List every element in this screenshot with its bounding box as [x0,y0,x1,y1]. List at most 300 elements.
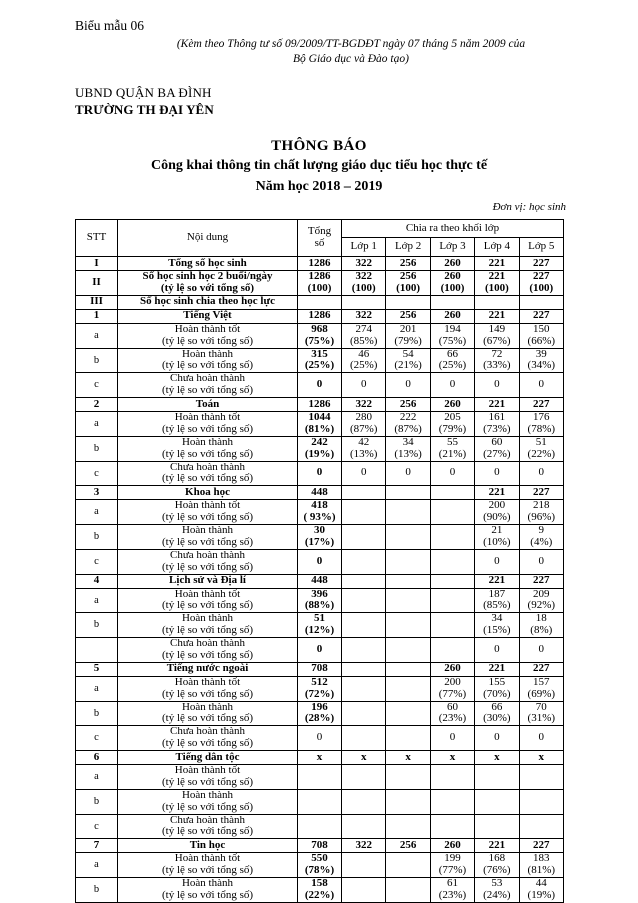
cell-lop-3 [430,814,474,839]
cell-lop-4 [475,309,519,323]
cell-lop-4-value: 187 [488,587,506,600]
noi-dung-sublabel: (tỷ lệ so với tổng số) [161,825,254,838]
cell-lop-3-value: 0 [449,731,456,744]
cell-lop-2 [386,588,430,613]
cell-lop-5-value: 0 [538,642,545,655]
noi-dung-sublabel: (tỷ lệ so với tổng số) [161,864,254,877]
cell-tong-so [298,309,342,323]
cell-lop-4 [475,613,519,638]
cell-lop-4 [475,676,519,701]
cell-lop-3-value: 260 [444,838,461,851]
cell-stt: c [76,726,118,751]
cell-tong-so-value: 550 [311,852,328,865]
cell-lop-3-percent: (77%) [438,687,467,700]
cell-tong-so-value: 0 [316,731,323,744]
cell-lop-2-value: 54 [402,347,414,360]
cell-lop-2-value: 256 [399,256,417,269]
noi-dung-sublabel: (tỷ lệ so với tổng số) [161,599,254,612]
page-title: THÔNG BÁO [271,138,367,154]
cell-lop-4-percent: (73%) [483,422,511,435]
noi-dung-sublabel: (tỷ lệ so với tổng số) [161,624,254,637]
cell-lop-4-value: 34 [491,612,503,625]
table-row [76,525,564,550]
cell-lop-4 [475,726,519,751]
cell-lop-5-percent: (4%) [530,535,553,548]
table-row [76,348,564,373]
cell-lop-2-percent: (100) [396,281,420,294]
cell-tong-so-value: 0 [316,642,323,655]
cell-lop-4 [475,436,519,461]
cell-lop-4-value: 53 [491,877,503,889]
cell-lop-2-percent: (13%) [394,447,422,460]
cell-lop-4-percent: (27%) [483,447,511,460]
page-subtitle: Công khai thông tin chất lượng giáo dục tiểu học thực tế [150,158,488,174]
cell-lop-2-percent: (21%) [394,359,422,372]
cell-lop-1 [342,662,386,676]
cell-lop-2 [386,398,430,412]
cell-lop-1 [342,257,386,271]
cell-lop-5-value: 9 [538,524,545,536]
table-row [76,295,564,309]
circular-line-1: (Kèm theo Thông tư số 09/2009/TT-BGDĐT ngày 07 tháng 5 năm 2009 của [176,37,526,50]
cell-tong-so-percent: (17%) [304,535,335,548]
noi-dung-sublabel: (tỷ lệ so với tổng số) [161,712,254,725]
cell-lop-3 [430,549,474,574]
cell-lop-1 [342,814,386,839]
cell-lop-1 [342,789,386,814]
cell-lop-3 [430,373,474,398]
cell-lop-4 [475,878,519,903]
cell-lop-2-value: 0 [405,466,411,479]
cell-lop-2 [386,853,430,878]
noi-dung-sublabel: (tỷ lệ so với tổng số) [161,775,254,788]
cell-stt: 1 [76,309,118,323]
cell-lop-1 [342,839,386,853]
table-row [76,765,564,790]
cell-noi-dung [118,309,298,323]
noi-dung-sublabel: (tỷ lệ so với tổng số) [161,800,254,813]
cell-tong-so [298,549,342,574]
noi-dung-label: Hoàn thành [181,700,233,713]
cell-stt: c [76,373,118,398]
cell-lop-4 [475,295,519,309]
cell-stt: c [76,549,118,574]
cell-tong-so-value: 0 [316,554,323,567]
table-row [76,839,564,853]
cell-lop-5-value: x [538,750,545,763]
cell-tong-so [298,814,342,839]
cell-lop-5 [519,398,563,412]
cell-tong-so-percent: (88%) [304,599,335,612]
cell-tong-so-percent: (22%) [304,888,335,901]
cell-lop-5 [519,751,563,765]
column-header-stt: STT [76,220,118,257]
cell-tong-so-value: 448 [311,485,328,498]
cell-noi-dung [118,500,298,525]
cell-lop-2 [386,751,430,765]
table-row [76,814,564,839]
cell-lop-1 [342,574,386,588]
cell-noi-dung [118,588,298,613]
cell-lop-1 [342,588,386,613]
cell-lop-4-value: 72 [491,347,503,360]
cell-lop-2 [386,613,430,638]
cell-lop-4-value: 221 [488,662,506,675]
cell-lop-4-value: 161 [488,411,506,423]
cell-noi-dung [118,461,298,486]
cell-stt: a [76,500,118,525]
noi-dung-label: Hoàn thành tốt [174,587,241,600]
noi-dung-label: Toán [195,397,220,410]
cell-lop-1 [342,486,386,500]
cell-lop-2 [386,789,430,814]
table-row [76,638,564,663]
cell-lop-3 [430,257,474,271]
cell-lop-3 [430,574,474,588]
cell-lop-2 [386,309,430,323]
cell-lop-3-value: 200 [444,675,461,688]
cell-lop-5-percent: (19%) [527,888,556,901]
cell-lop-3 [430,765,474,790]
cell-lop-5-value: 227 [533,309,550,322]
cell-lop-3-value: 0 [449,378,456,391]
cell-tong-so [298,500,342,525]
table-row [76,662,564,676]
cell-stt: I [76,257,118,271]
noi-dung-sublabel: (tỷ lệ so với tổng số) [161,888,254,901]
cell-lop-1 [342,500,386,525]
cell-lop-2-value: x [405,750,411,763]
cell-stt: b [76,613,118,638]
cell-lop-1 [342,878,386,903]
cell-lop-5-percent: (8%) [530,624,553,637]
cell-lop-5-value: 227 [533,270,550,282]
cell-tong-so-percent: (28%) [304,712,335,725]
cell-lop-2 [386,461,430,486]
cell-lop-5 [519,574,563,588]
cell-tong-so-value: 396 [311,587,328,600]
cell-lop-5-value: 183 [533,852,550,865]
noi-dung-sublabel: (tỷ lệ so với tổng số) [161,384,254,397]
noi-dung-label: Chưa hoàn thành [169,372,245,385]
cell-lop-5-value: 209 [533,587,550,600]
cell-lop-4-value: 60 [491,435,503,448]
cell-lop-3-value: 55 [446,435,458,448]
cell-lop-3 [430,613,474,638]
cell-tong-so-percent: (81%) [304,422,335,435]
noi-dung-label: Chưa hoàn thành [169,725,245,738]
cell-lop-5-value: 44 [535,877,547,889]
cell-tong-so-percent: (19%) [304,447,335,460]
cell-lop-5-value: 51 [535,435,547,448]
cell-lop-2 [386,525,430,550]
cell-lop-3-percent: (75%) [438,334,467,347]
cell-tong-so [298,726,342,751]
cell-lop-4-value: 0 [494,378,500,391]
cell-stt: a [76,588,118,613]
cell-tong-so [298,701,342,726]
table-row [76,323,564,348]
cell-stt: b [76,436,118,461]
cell-lop-5-percent: (66%) [527,334,556,347]
cell-lop-5 [519,814,563,839]
cell-tong-so-percent: (78%) [304,864,335,877]
cell-lop-4 [475,486,519,500]
noi-dung-label: Chưa hoàn thành [169,460,245,473]
cell-lop-1-value: 42 [358,435,370,448]
noi-dung-label: Lịch sử và Địa lí [169,574,246,587]
cell-lop-4-value: 21 [491,524,503,536]
noi-dung-label: Chưa hoàn thành [169,637,245,649]
noi-dung-sublabel: (tỷ lệ so với tổng số) [161,648,254,661]
cell-lop-2 [386,412,430,437]
cell-lop-2 [386,486,430,500]
noi-dung-label: Tiếng nước ngoài [166,662,249,675]
table-row [76,751,564,765]
cell-tong-so [298,373,342,398]
noi-dung-sublabel: (tỷ lệ so với tổng số) [161,535,254,548]
cell-lop-5-percent: (81%) [527,864,556,877]
cell-lop-3 [430,701,474,726]
cell-lop-5-value: 227 [533,838,550,851]
cell-lop-1-value: 322 [355,270,372,282]
cell-lop-4 [475,525,519,550]
cell-lop-1-value: 46 [358,347,370,360]
cell-lop-5 [519,461,563,486]
table-row [76,613,564,638]
noi-dung-label: Khoa học [185,485,230,498]
cell-lop-3-percent: (77%) [438,864,467,877]
noi-dung-label: Hoàn thành tốt [174,411,241,423]
cell-lop-3-value: 205 [444,411,461,423]
cell-lop-3-percent: (23%) [438,888,467,901]
cell-lop-3-value: 260 [444,309,461,322]
cell-lop-4-percent: (67%) [483,334,511,347]
cell-tong-so-value: 1044 [308,411,331,423]
cell-lop-3-value: 0 [449,466,456,479]
cell-lop-1 [342,271,386,296]
table-header [76,220,564,257]
cell-lop-2 [386,271,430,296]
cell-lop-3-value: 260 [444,256,461,269]
cell-lop-4-percent: (90%) [483,511,511,524]
cell-lop-3-value: 194 [444,322,461,335]
cell-tong-so [298,398,342,412]
cell-lop-4 [475,500,519,525]
cell-stt: 2 [76,398,118,412]
cell-lop-5 [519,271,563,296]
cell-stt: a [76,676,118,701]
cell-tong-so-value: 418 [311,499,328,512]
cell-lop-3 [430,348,474,373]
table-row [76,701,564,726]
cell-stt: b [76,525,118,550]
cell-lop-1-value: 322 [355,397,372,410]
cell-noi-dung [118,726,298,751]
cell-tong-so [298,461,342,486]
noi-dung-sublabel: (tỷ lệ so với tổng số) [161,560,254,573]
noi-dung-sublabel: (tỷ lệ so với tổng số) [161,359,254,372]
cell-lop-1 [342,726,386,751]
noi-dung-label: Số học sinh học 2 buổi/ngày [142,270,273,282]
noi-dung-sublabel: (tỷ lệ so với tổng số) [161,422,254,435]
cell-lop-4 [475,588,519,613]
organization-parent: UBND QUẬN BA ĐÌNH [75,84,212,100]
cell-lop-5-value: 70 [535,700,547,713]
cell-tong-so-value: 196 [311,700,328,713]
cell-lop-2 [386,574,430,588]
cell-lop-3-percent: (23%) [438,712,467,725]
cell-noi-dung [118,549,298,574]
quality-report-table [75,219,564,903]
cell-lop-5-percent: (92%) [527,599,556,612]
table-row [76,373,564,398]
cell-lop-4 [475,638,519,663]
cell-tong-so-value: 242 [311,435,328,448]
noi-dung-label: Hoàn thành tốt [174,322,241,335]
column-header-noi-dung: Nội dung [118,220,298,257]
cell-lop-4-value: 149 [488,322,506,335]
cell-lop-5-value: 227 [533,574,550,587]
column-header-tong-so [298,220,342,257]
cell-lop-3-value: 60 [446,700,458,713]
tong-so-line-1: Tổng [307,225,332,238]
cell-lop-4 [475,574,519,588]
cell-lop-1 [342,398,386,412]
noi-dung-sublabel: (tỷ lệ so với tổng số) [161,447,254,460]
cell-lop-4-value: 221 [488,397,506,410]
cell-lop-4-value: 221 [488,256,506,269]
cell-lop-2-value: 256 [399,309,417,322]
table-body [76,257,564,903]
cell-lop-5-value: 18 [535,612,547,625]
noi-dung-label: Tổng số học sinh [168,256,247,269]
cell-tong-so-value: 448 [311,574,328,587]
cell-lop-3 [430,461,474,486]
cell-tong-so [298,878,342,903]
noi-dung-label: Chưa hoàn thành [169,813,245,826]
column-header-lop-2: Lớp 2 [386,238,430,257]
cell-lop-4 [475,461,519,486]
cell-lop-1-percent: (13%) [349,447,378,460]
cell-tong-so-value: 708 [311,838,328,851]
cell-lop-4 [475,323,519,348]
cell-lop-1 [342,295,386,309]
cell-tong-so [298,271,342,296]
cell-tong-so [298,348,342,373]
cell-noi-dung [118,295,298,309]
cell-lop-1 [342,373,386,398]
cell-noi-dung [118,701,298,726]
cell-lop-4 [475,398,519,412]
cell-lop-1 [342,638,386,663]
cell-lop-4-percent: (15%) [483,624,511,637]
cell-lop-1-value: 0 [360,466,367,479]
cell-lop-5-value: 39 [535,347,547,360]
cell-lop-1-value: 322 [355,309,372,322]
cell-lop-1 [342,525,386,550]
table-header-row-1 [76,220,564,238]
cell-lop-4-value: 0 [494,731,500,744]
table-row [76,789,564,814]
cell-tong-so-percent: (100) [307,281,332,294]
unit-note: Đơn vị: học sinh [492,201,566,213]
organization-school: TRƯỜNG TH ĐẠI YÊN [75,101,214,117]
form-code: Biểu mẫu 06 [75,18,144,33]
cell-lop-5-percent: (22%) [527,447,556,460]
cell-noi-dung [118,323,298,348]
noi-dung-label: Hoàn thành [181,877,233,889]
cell-noi-dung [118,751,298,765]
table-row [76,853,564,878]
column-header-lop-3: Lớp 3 [430,238,474,257]
column-header-lop-5: Lớp 5 [519,238,563,257]
cell-lop-5 [519,613,563,638]
cell-lop-5-value: 227 [533,662,550,675]
cell-lop-2-value: 201 [399,322,417,335]
cell-lop-5-value: 227 [533,397,550,410]
cell-lop-1-value: 280 [355,411,372,423]
cell-lop-3 [430,323,474,348]
cell-stt: a [76,853,118,878]
table-row [76,486,564,500]
cell-tong-so [298,323,342,348]
cell-tong-so-value: 30 [314,524,325,536]
cell-lop-3 [430,662,474,676]
cell-tong-so-value: 708 [311,662,328,675]
cell-lop-3 [430,878,474,903]
cell-lop-3 [430,839,474,853]
cell-stt: a [76,323,118,348]
cell-tong-so-percent: (12%) [304,624,335,637]
cell-lop-5-percent: (31%) [527,712,556,725]
cell-lop-3 [430,525,474,550]
cell-lop-2 [386,500,430,525]
cell-lop-5-value: 227 [533,256,550,269]
cell-lop-5 [519,549,563,574]
cell-noi-dung [118,574,298,588]
cell-lop-4 [475,348,519,373]
cell-lop-1 [342,348,386,373]
cell-lop-5 [519,638,563,663]
noi-dung-label: Hoàn thành tốt [174,675,241,688]
cell-stt: b [76,348,118,373]
cell-lop-5 [519,878,563,903]
cell-stt: c [76,461,118,486]
cell-lop-4 [475,789,519,814]
cell-lop-2-value: 222 [399,411,417,423]
cell-lop-4 [475,765,519,790]
cell-lop-3-percent: (21%) [438,447,467,460]
cell-lop-5-value: 0 [538,378,545,391]
cell-lop-2 [386,726,430,751]
cell-lop-4 [475,549,519,574]
cell-lop-1 [342,853,386,878]
cell-lop-4 [475,373,519,398]
noi-dung-label: Tin học [189,838,226,851]
cell-tong-so-percent: (25%) [304,359,335,372]
cell-lop-2 [386,839,430,853]
cell-lop-4-value: 221 [488,485,506,498]
noi-dung-label: Hoàn thành [181,788,233,801]
table-row [76,412,564,437]
cell-lop-5 [519,257,563,271]
cell-lop-1 [342,412,386,437]
cell-lop-3-value: 260 [444,270,461,282]
noi-dung-label: Hoàn thành tốt [174,852,241,865]
cell-noi-dung [118,839,298,853]
cell-tong-so-value: 1286 [308,397,331,410]
